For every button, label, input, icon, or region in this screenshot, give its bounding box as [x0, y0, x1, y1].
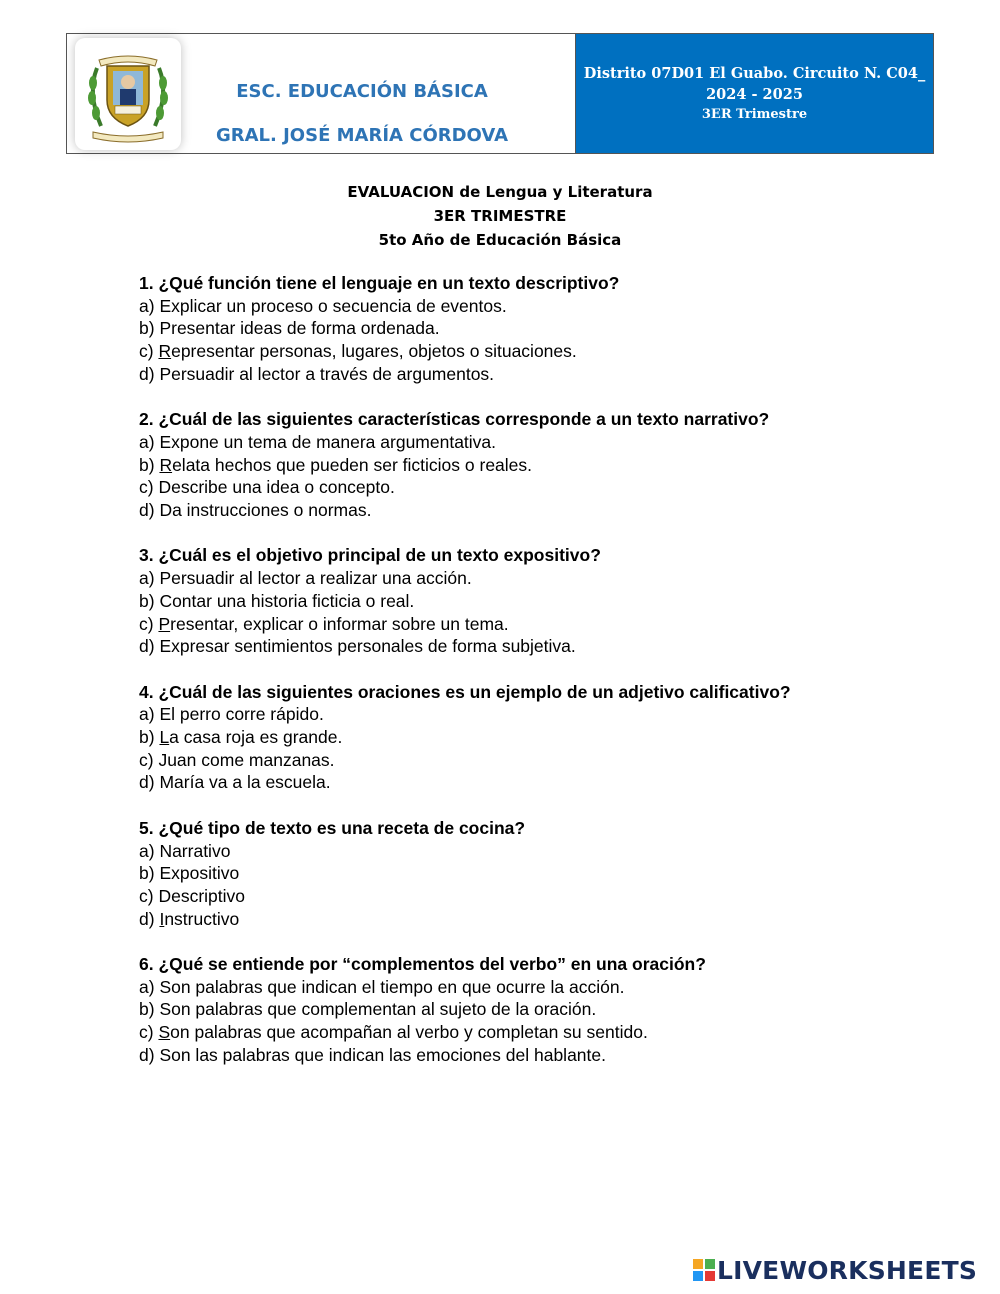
answer-option: [139, 998, 859, 1021]
option-text: María va a la escuela.: [159, 772, 331, 793]
option-prefix: b): [139, 590, 160, 611]
option-marked-letter: R: [159, 454, 173, 475]
option-text: epresentar personas, lugares, objetos o situaciones.: [171, 341, 577, 362]
answer-option: [139, 862, 859, 885]
answer-option: [139, 567, 859, 590]
option-text: Son las palabras que indican las emociones del hablante.: [159, 1044, 606, 1065]
option-prefix: b): [139, 727, 160, 748]
answer-option: [139, 340, 859, 363]
answer-option: [139, 976, 859, 999]
option-prefix: c): [139, 477, 159, 498]
brand-name: LIVEWORKSHEETS: [717, 1255, 978, 1285]
school-name-line1: ESC. EDUCACIÓN BÁSICA: [236, 81, 488, 102]
option-prefix: c): [139, 1022, 159, 1043]
option-prefix: d): [139, 1044, 160, 1065]
question-text: 6. ¿Qué se entiende por “complementos del verbo” en una oración?: [139, 954, 706, 975]
question-text: 3. ¿Cuál es el objetivo principal de un texto expositivo?: [139, 545, 601, 566]
option-text: on palabras que acompañan al verbo y completan su sentido.: [170, 1022, 648, 1043]
option-text: a casa roja es grande.: [169, 727, 343, 748]
answer-option: [139, 454, 859, 477]
option-text: Persuadir al lector a través de argumentos.: [159, 363, 495, 384]
school-panel: [67, 34, 576, 153]
option-prefix: a): [139, 704, 160, 725]
document-header: [66, 33, 934, 154]
option-text: Descriptivo: [158, 885, 246, 906]
answer-option: [139, 295, 859, 318]
option-text: Juan come manzanas.: [158, 749, 335, 770]
option-marked-letter: S: [158, 1022, 171, 1043]
question-block: [139, 272, 859, 386]
option-text: resentar, explicar o informar sobre un tema.: [170, 613, 509, 634]
option-prefix: a): [139, 295, 160, 316]
question-text: 1. ¿Qué función tiene el lenguaje en un texto descriptivo?: [139, 273, 620, 293]
option-prefix: a): [139, 431, 160, 452]
option-text: Presentar ideas de forma ordenada.: [159, 318, 440, 339]
answer-option: [139, 613, 859, 636]
question-text: 4. ¿Cuál de las siguientes oraciones es un ejemplo de un adjetivo calificativo?: [139, 681, 791, 702]
answer-option: [139, 885, 859, 908]
school-crest-icon: [75, 38, 181, 150]
question-text: 5. ¿Qué tipo de texto es una receta de cocina?: [139, 817, 526, 838]
option-text: Expresar sentimientos personales de forma subjetiva.: [159, 636, 576, 657]
answer-option: [139, 635, 859, 658]
option-text: Contar una historia ficticia o real.: [159, 590, 415, 611]
option-prefix: c): [139, 341, 159, 362]
term-label: 3ER Trimestre: [701, 106, 808, 122]
option-text: nstructivo: [164, 908, 240, 929]
option-marked-letter: I: [159, 908, 165, 929]
option-prefix: d): [139, 363, 160, 384]
district-text: Distrito 07D01 El Guabo. Circuito N. C04_: [583, 64, 926, 82]
liveworksheets-logo-icon: [693, 1259, 715, 1281]
question-block: [139, 681, 859, 795]
question-text: 2. ¿Cuál de las siguientes características corresponde a un texto narrativo?: [139, 409, 770, 430]
option-prefix: c): [139, 613, 159, 634]
question-block: [139, 408, 859, 522]
option-marked-letter: R: [158, 341, 172, 362]
answer-option: [139, 431, 859, 454]
option-text: Persuadir al lector a realizar una acción.: [159, 568, 472, 589]
option-text: Explicar un proceso o secuencia de eventos.: [159, 295, 507, 316]
title-line3: 5to Año de Educación Básica: [378, 231, 622, 249]
option-prefix: b): [139, 863, 160, 884]
answer-option: [139, 317, 859, 340]
answer-option: [139, 363, 859, 386]
question-block: [139, 953, 859, 1067]
school-name-line2: GRAL. JOSÉ MARÍA CÓRDOVA: [215, 125, 509, 146]
option-prefix: d): [139, 908, 160, 929]
option-text: Son palabras que complementan al sujeto de la oración.: [159, 999, 597, 1020]
option-prefix: b): [139, 999, 160, 1020]
option-marked-letter: L: [159, 727, 170, 748]
option-marked-letter: P: [158, 613, 171, 634]
answer-option: [139, 840, 859, 863]
answer-option: [139, 749, 859, 772]
title-line2: 3ER TRIMESTRE: [433, 207, 567, 225]
option-text: Narrativo: [159, 840, 231, 861]
answer-option: [139, 771, 859, 794]
option-prefix: d): [139, 500, 160, 521]
option-prefix: d): [139, 772, 160, 793]
option-prefix: b): [139, 318, 160, 339]
school-year: 2024 - 2025: [706, 85, 803, 103]
question-block: [139, 817, 859, 931]
answer-option: [139, 703, 859, 726]
option-prefix: c): [139, 885, 159, 906]
answer-option: [139, 499, 859, 522]
brand-footer: [693, 1256, 977, 1284]
question-list: [139, 272, 859, 1089]
answer-option: [139, 726, 859, 749]
option-text: El perro corre rápido.: [159, 704, 324, 725]
answer-option: [139, 1021, 859, 1044]
answer-option: [139, 476, 859, 499]
district-panel: [576, 34, 933, 153]
option-text: elata hechos que pueden ser ficticios o reales.: [172, 454, 533, 475]
option-prefix: a): [139, 568, 160, 589]
evaluation-title: [0, 180, 1000, 252]
option-prefix: c): [139, 749, 159, 770]
option-prefix: a): [139, 840, 160, 861]
option-text: Expone un tema de manera argumentativa.: [159, 431, 497, 452]
option-text: Describe una idea o concepto.: [158, 477, 395, 498]
option-prefix: d): [139, 636, 160, 657]
question-block: [139, 544, 859, 658]
title-line1: EVALUACION de Lengua y Literatura: [347, 183, 653, 201]
option-prefix: a): [139, 976, 160, 997]
option-prefix: b): [139, 454, 160, 475]
answer-option: [139, 1044, 859, 1067]
option-text: Da instrucciones o normas.: [159, 500, 372, 521]
answer-option: [139, 908, 859, 931]
option-text: Son palabras que indican el tiempo en que ocurre la acción.: [159, 976, 625, 997]
option-text: Expositivo: [159, 863, 240, 884]
answer-option: [139, 590, 859, 613]
